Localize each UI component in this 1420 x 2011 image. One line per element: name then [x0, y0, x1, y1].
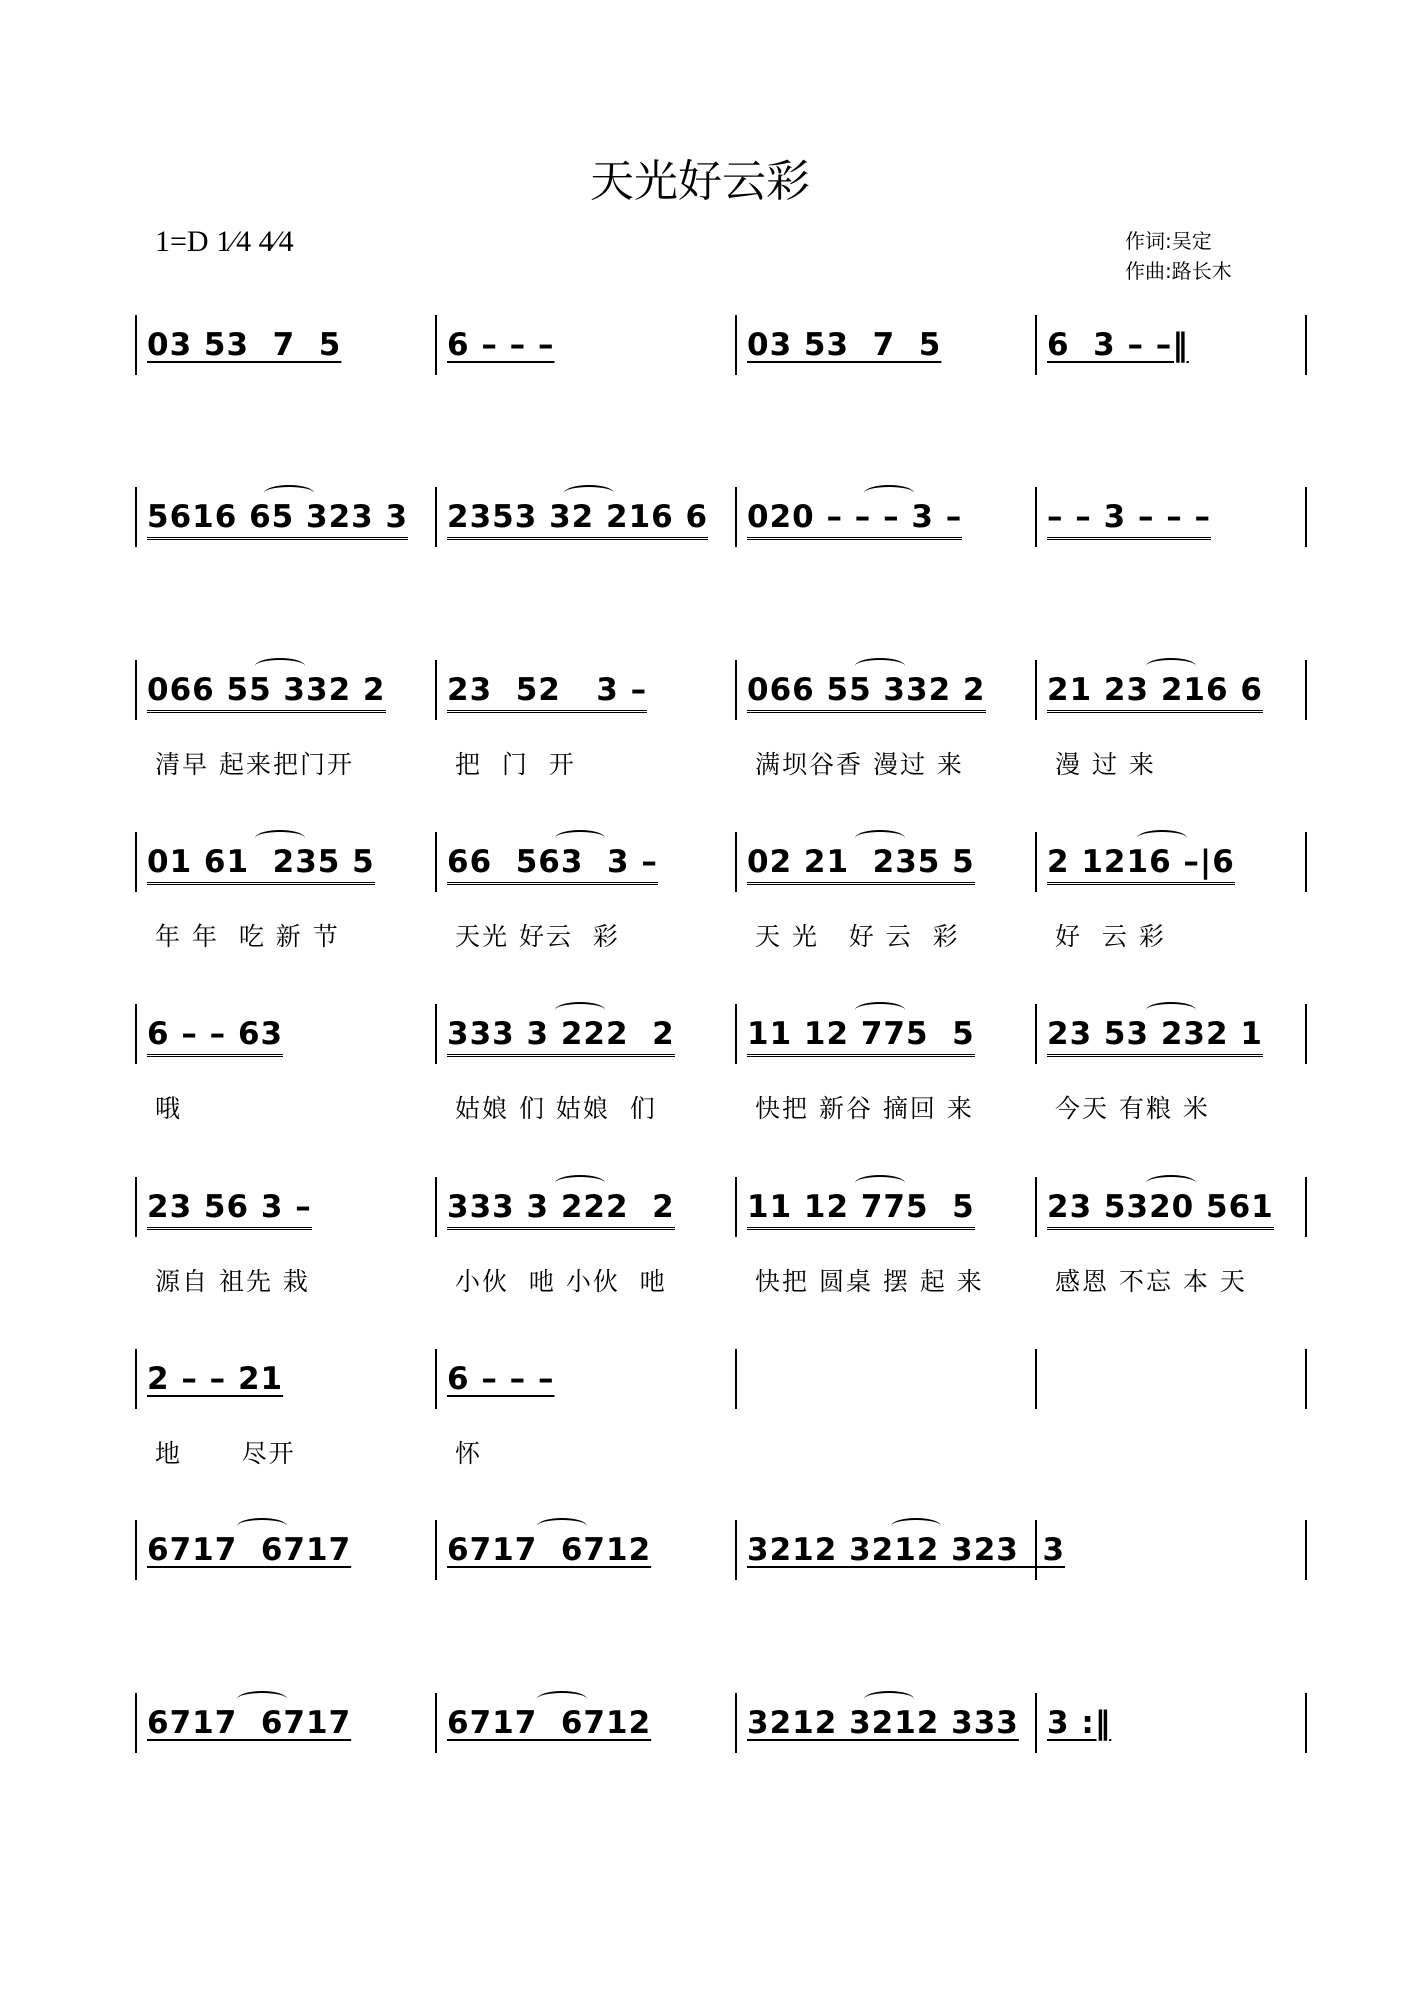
barline	[1035, 487, 1037, 547]
lyric-line: 姑娘 们 姑娘 们	[455, 1094, 657, 1123]
staff-system	[135, 1693, 1305, 1753]
barline	[435, 1177, 437, 1237]
lyric-line: 小伙 吔 小伙 吔	[455, 1267, 667, 1296]
measure: 23 56 3 –	[147, 1189, 312, 1230]
measure: 01 61 235 5	[147, 844, 375, 885]
measure: 3212 3212 323 3	[747, 1532, 1066, 1568]
barline	[1035, 1349, 1037, 1409]
staff-system	[135, 660, 1305, 779]
barline	[1035, 832, 1037, 892]
lyric-line: 天 光 好 云 彩	[755, 922, 960, 951]
barline	[435, 1349, 437, 1409]
staff-system	[135, 1349, 1305, 1468]
lyric-line: 怀	[455, 1439, 483, 1468]
barline	[735, 1693, 737, 1753]
slur-mark	[564, 485, 614, 501]
barline	[1035, 660, 1037, 720]
slur-mark	[855, 1002, 905, 1018]
measure: 02 21 235 5	[747, 844, 975, 885]
lyric-line: 好 云 彩	[1055, 922, 1166, 951]
measure: 23 52 3 –	[447, 672, 647, 713]
barline	[1305, 1693, 1307, 1753]
measure: 23 53 232 1	[1047, 1016, 1263, 1057]
slur-mark	[864, 1691, 914, 1707]
measure: 5616 65 323 3	[147, 499, 408, 540]
measure: 03 53 7 5	[147, 327, 342, 363]
barline	[1305, 1004, 1307, 1064]
lyric-line: 快把 圆桌 摆 起 来	[755, 1267, 984, 1296]
page-title: 天光好云彩	[590, 156, 810, 207]
measure: 2353 32 216 6	[447, 499, 708, 540]
slur-mark	[864, 485, 914, 501]
measure: 23 5320 561	[1047, 1189, 1274, 1230]
lyric-line: 源自 祖先 栽	[155, 1267, 310, 1296]
barline	[1305, 660, 1307, 720]
staff-system	[135, 315, 1305, 375]
barline	[1305, 1177, 1307, 1237]
slur-mark	[537, 1691, 587, 1707]
slur-mark	[255, 830, 305, 846]
barline	[435, 660, 437, 720]
lyricist: 作词:吴定	[1125, 229, 1212, 253]
measure: 21 23 216 6	[1047, 672, 1263, 713]
measure: 333 3 222 2	[447, 1189, 675, 1230]
barline	[135, 1520, 137, 1580]
barline	[1035, 1693, 1037, 1753]
measure: 6717 6712	[447, 1532, 652, 1568]
barline	[735, 832, 737, 892]
composer: 作曲:路长木	[1125, 259, 1232, 283]
barline	[735, 1177, 737, 1237]
barline	[735, 1520, 737, 1580]
measure: 03 53 7 5	[747, 327, 942, 363]
barline	[135, 1349, 137, 1409]
slur-mark	[555, 1175, 605, 1191]
lyric-line: 清早 起来把门开	[155, 750, 354, 779]
slur-mark	[1146, 1175, 1196, 1191]
barline	[435, 1693, 437, 1753]
barline	[1305, 832, 1307, 892]
measure: 66 563 3 –	[447, 844, 658, 885]
slur-mark	[255, 658, 305, 674]
lyric-line: 今天 有粮 米	[1055, 1094, 1210, 1123]
measure: 6 – – –	[447, 327, 555, 363]
slur-mark	[237, 1691, 287, 1707]
barline	[135, 1004, 137, 1064]
measure: 333 3 222 2	[447, 1016, 675, 1057]
barline	[435, 832, 437, 892]
slur-mark	[1137, 830, 1187, 846]
slur-mark	[855, 658, 905, 674]
barline	[1035, 1177, 1037, 1237]
credits	[1125, 226, 1232, 286]
staff-system	[135, 487, 1305, 547]
measure: 2 – – 21	[147, 1361, 284, 1397]
slur-mark	[855, 830, 905, 846]
barline	[735, 1004, 737, 1064]
barline	[435, 1004, 437, 1064]
barline	[735, 1349, 737, 1409]
lyric-line: 快把 新谷 摘回 来	[755, 1094, 974, 1123]
barline	[1305, 487, 1307, 547]
barline	[435, 487, 437, 547]
lyric-line: 感恩 不忘 本 天	[1055, 1267, 1247, 1296]
barline	[1305, 1349, 1307, 1409]
barline	[1305, 315, 1307, 375]
barline	[735, 487, 737, 547]
measure: 6 3 – –‖	[1047, 327, 1189, 363]
measure: 3 :‖	[1047, 1705, 1112, 1741]
lyric-line: 天光 好云 彩	[455, 922, 620, 951]
slur-mark	[555, 830, 605, 846]
measure: – – 3 – – –	[1047, 499, 1211, 540]
measure: 066 55 332 2	[147, 672, 386, 713]
measure: 11 12 775 5	[747, 1016, 975, 1057]
slur-mark	[237, 1518, 287, 1534]
lyric-line: 哦	[155, 1094, 183, 1123]
lyric-line: 漫 过 来	[1055, 750, 1156, 779]
barline	[435, 1520, 437, 1580]
slur-mark	[537, 1518, 587, 1534]
slur-mark	[855, 1175, 905, 1191]
barline	[735, 660, 737, 720]
barline	[135, 487, 137, 547]
barline	[135, 660, 137, 720]
barline	[1305, 1520, 1307, 1580]
barline	[1035, 315, 1037, 375]
slur-mark	[1146, 658, 1196, 674]
measure: 6 – – –	[447, 1361, 555, 1397]
measure: 3212 3212 333	[747, 1705, 1019, 1741]
measure: 2 1216 –|6	[1047, 844, 1235, 885]
staff-system	[135, 1004, 1305, 1123]
lyric-line: 地 尽开	[155, 1439, 296, 1468]
slur-mark	[264, 485, 314, 501]
staff-system	[135, 1177, 1305, 1296]
slur-mark	[1146, 1002, 1196, 1018]
staff-system	[135, 832, 1305, 951]
measure: 066 55 332 2	[747, 672, 986, 713]
key-signature: 1=D 1⁄4 4⁄4	[155, 225, 294, 258]
barline	[135, 1693, 137, 1753]
measure: 6717 6717	[147, 1705, 352, 1741]
barline	[135, 832, 137, 892]
slur-mark	[891, 1518, 941, 1534]
lyric-line: 年 年 吃 新 节	[155, 922, 340, 951]
measure: 6717 6717	[147, 1532, 352, 1568]
barline	[435, 315, 437, 375]
measure: 6 – – 63	[147, 1016, 283, 1057]
barline	[135, 315, 137, 375]
staff-system	[135, 1520, 1305, 1580]
lyric-line: 满坝谷香 漫过 来	[755, 750, 964, 779]
measure: 11 12 775 5	[747, 1189, 975, 1230]
lyric-line: 把 门 开	[455, 750, 576, 779]
slur-mark	[555, 1002, 605, 1018]
measure: 6717 6712	[447, 1705, 652, 1741]
measure: 020 – – – 3 –	[747, 499, 962, 540]
barline	[735, 315, 737, 375]
barline	[135, 1177, 137, 1237]
barline	[1035, 1004, 1037, 1064]
